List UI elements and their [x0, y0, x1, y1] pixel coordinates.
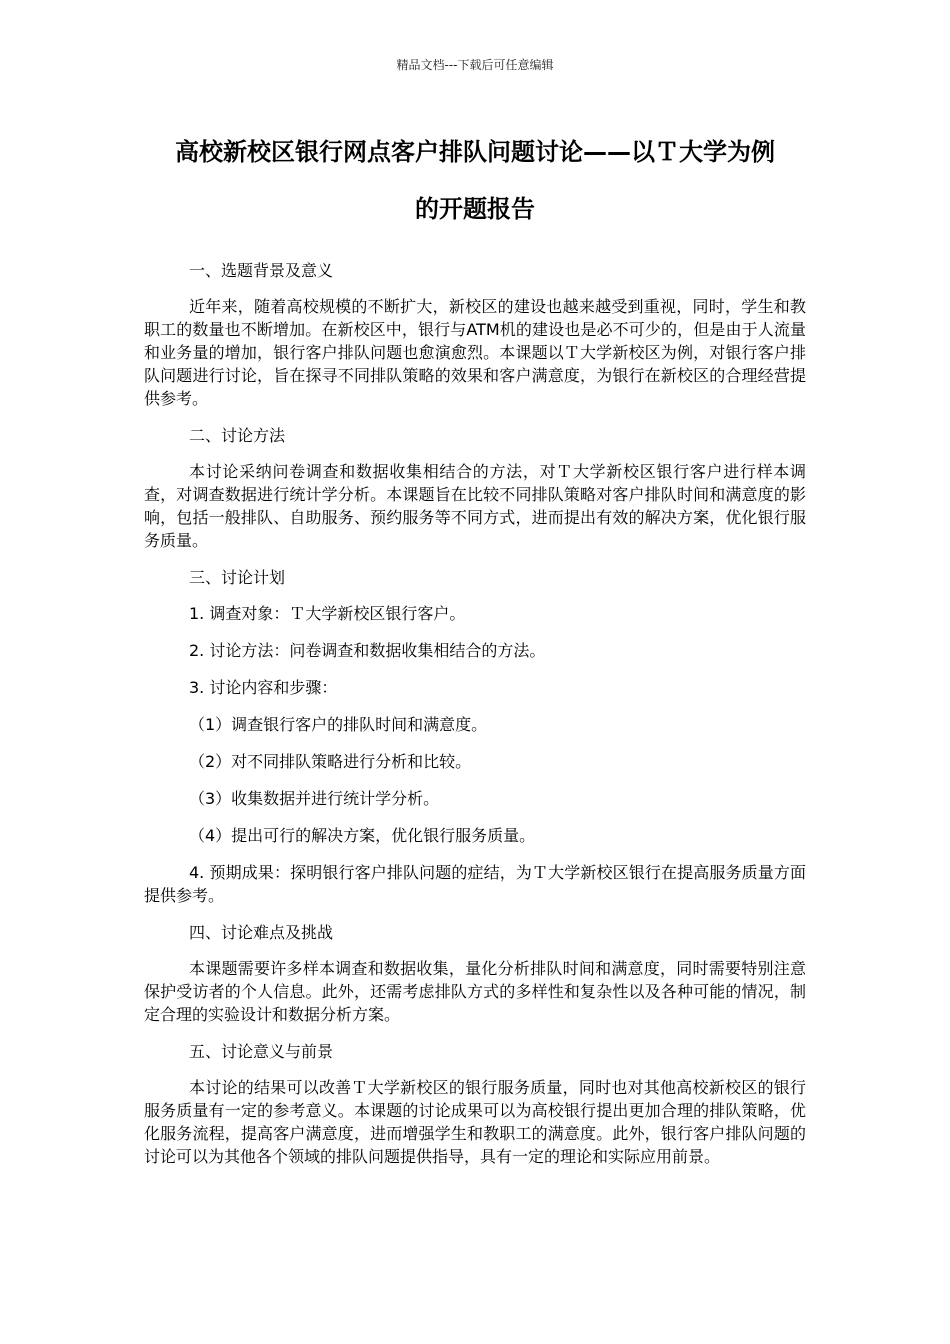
section-heading-plan: 三、讨论计划: [189, 568, 286, 587]
plan-subitem-4: （4）提出可行的解决方案，优化银行服务质量。: [189, 826, 536, 845]
section-heading-method: 二、讨论方法: [189, 426, 286, 445]
section-heading-background: 一、选题背景及意义: [189, 261, 334, 280]
plan-item-3: 3. 讨论内容和步骤：: [189, 678, 338, 697]
section-heading-significance: 五、讨论意义与前景: [189, 1042, 334, 1061]
section-heading-difficulties: 四、讨论难点及挑战: [189, 923, 334, 942]
section-paragraph-difficulties: 本课题需要许多样本调查和数据收集，量化分析排队时间和满意度，同时需要特别注意保护受访者的个人信息。此外，还需考虑排队方式的多样性和复杂性以及各种可能的情况，制定合理的实验设计和数据分析方案。: [144, 959, 806, 1024]
plan-subitem-3: （3）收集数据并进行统计学分析。: [189, 789, 440, 808]
title-line-2: 的开题报告: [415, 195, 535, 223]
plan-item-4: 4. 预期成果：探明银行客户排队问题的症结，为Ｔ大学新校区银行在提高服务质量方面提供参考。: [144, 863, 806, 905]
document-body: [144, 259, 806, 1182]
plan-subitem-1: （1）调查银行客户的排队时间和满意度。: [189, 715, 488, 734]
section-paragraph-method: 本讨论采纳问卷调查和数据收集相结合的方法，对Ｔ大学新校区银行客户进行样本调查，对调查数据进行统计学分析。本课题旨在比较不同排队策略对客户排队时间和满意度的影响，包括一般排队、自助服务、预约服务等不同方式，进而提出有效的解决方案，优化银行服务质量。: [144, 462, 806, 550]
page-header: 精品文档---下载后可任意编辑: [396, 58, 554, 72]
plan-subitem-2: （2）对不同排队策略进行分析和比较。: [189, 752, 472, 771]
plan-item-1: 1. 调查对象：Ｔ大学新校区银行客户。: [189, 604, 466, 623]
document-title: [140, 134, 810, 228]
title-line-1: 高校新校区银行网点客户排队问题讨论——以Ｔ大学为例: [175, 138, 775, 166]
section-paragraph-background: 近年来，随着高校规模的不断扩大，新校区的建设也越来越受到重视，同时，学生和教职工的数量也不断增加。在新校区中，银行与ATM机的建设也是必不可少的，但是由于人流量和业务量的增加，银行客户排队问题也愈演愈烈。本课题以Ｔ大学新校区为例，对银行客户排队问题进行讨论，旨在探寻不同排队策略的效果和客户满意度，为银行在新校区的合理经营提供参考。: [144, 297, 806, 408]
section-paragraph-significance: 本讨论的结果可以改善Ｔ大学新校区的银行服务质量，同时也对其他高校新校区的银行服务质量有一定的参考意义。本课题的讨论成果可以为高校银行提出更加合理的排队策略，优化服务流程，提高客户满意度，进而增强学生和教职工的满意度。此外，银行客户排队问题的讨论可以为其他各个领域的排队问题提供指导，具有一定的理论和实际应用前景。: [144, 1078, 806, 1166]
plan-item-2: 2. 讨论方法：问卷调查和数据收集相结合的方法。: [189, 641, 546, 660]
